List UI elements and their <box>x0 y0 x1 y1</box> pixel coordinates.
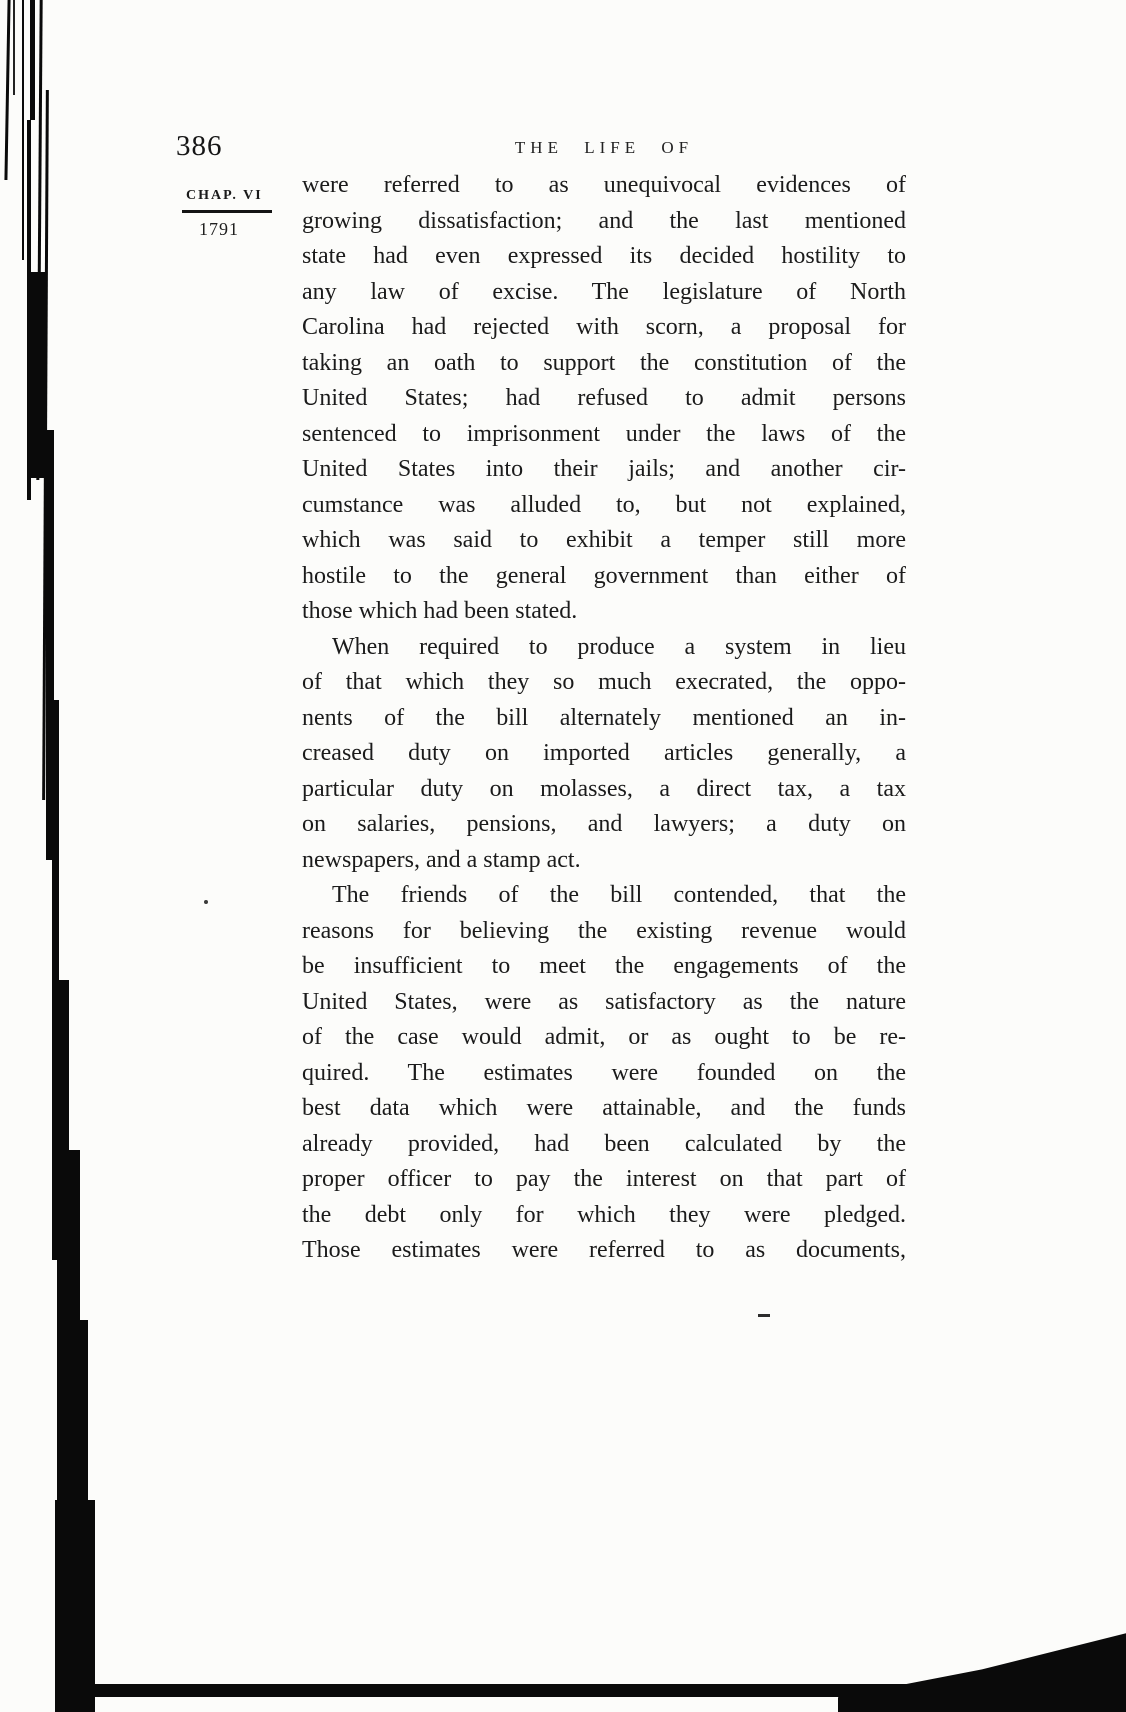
chapter-label: CHAP. VI <box>186 188 263 203</box>
text-line: of the case would admit, or as ought to be re- <box>302 1024 906 1050</box>
text-line: which was said to exhibit a temper still more <box>302 527 906 553</box>
text-line: of that which they so much execrated, the oppo- <box>302 669 906 695</box>
running-header: THE LIFE OF <box>514 138 694 157</box>
text-line: When required to produce a system in lieu <box>332 633 906 660</box>
text-line: quired. The estimates were founded on the <box>302 1059 906 1086</box>
text-line: nents of the bill alternately mentioned an in- <box>302 704 906 731</box>
margin-year: 1791 <box>199 219 239 239</box>
scan-stray-mark <box>758 1314 770 1317</box>
text-line: cumstance was alluded to, but not explained, <box>302 491 906 518</box>
text-line: best data which were attainable, and the funds <box>302 1095 906 1121</box>
text-line: creased duty on imported articles generally, a <box>302 740 906 766</box>
chapter-rule <box>182 210 272 213</box>
scan-streak <box>13 0 15 95</box>
scan-streak <box>30 0 35 120</box>
text-line: proper officer to pay the interest on that part of <box>302 1166 906 1192</box>
scan-streak <box>22 0 24 260</box>
text-line: hostile to the general government than either of <box>302 562 906 589</box>
text-line: be insufficient to meet the engagements of the <box>302 953 906 979</box>
scan-streak <box>4 0 10 180</box>
scan-stray-mark <box>204 900 208 904</box>
text-line: United States; had refused to admit persons <box>302 385 906 411</box>
text-line: growing dissatisfaction; and the last mentioned <box>302 207 906 234</box>
text-line: Those estimates were referred to as documents, <box>302 1237 906 1263</box>
text-line: United States into their jails; and another cir- <box>302 456 906 482</box>
text-line: The friends of the bill contended, that the <box>332 882 906 908</box>
body-text <box>302 168 906 1269</box>
text-line: Carolina had rejected with scorn, a proposal for <box>302 314 906 340</box>
text-line: on salaries, pensions, and lawyers; a duty on <box>302 811 906 837</box>
text-line: were referred to as unequivocal evidences of <box>302 172 906 198</box>
text-line: those which had been stated. <box>302 598 578 624</box>
text-line: the debt only for which they were pledged. <box>302 1201 906 1228</box>
text-line: newspapers, and a stamp act. <box>302 846 581 873</box>
text-line: already provided, had been calculated by the <box>302 1130 906 1157</box>
text-line: sentenced to imprisonment under the laws of the <box>302 420 906 447</box>
text-line: state had even expressed its decided hostility to <box>302 243 906 269</box>
text-line: reasons for believing the existing revenue would <box>302 917 906 944</box>
scan-blotch <box>55 1500 95 1712</box>
page-number: 386 <box>176 130 223 162</box>
text-line: United States, were as satisfactory as the nature <box>302 988 906 1015</box>
text-line: particular duty on molasses, a direct tax, a tax <box>302 775 906 802</box>
text-line: taking an oath to support the constitution of the <box>302 349 906 376</box>
scan-bottom-wedge <box>838 1630 1126 1712</box>
text-line: any law of excise. The legislature of North <box>302 278 906 305</box>
